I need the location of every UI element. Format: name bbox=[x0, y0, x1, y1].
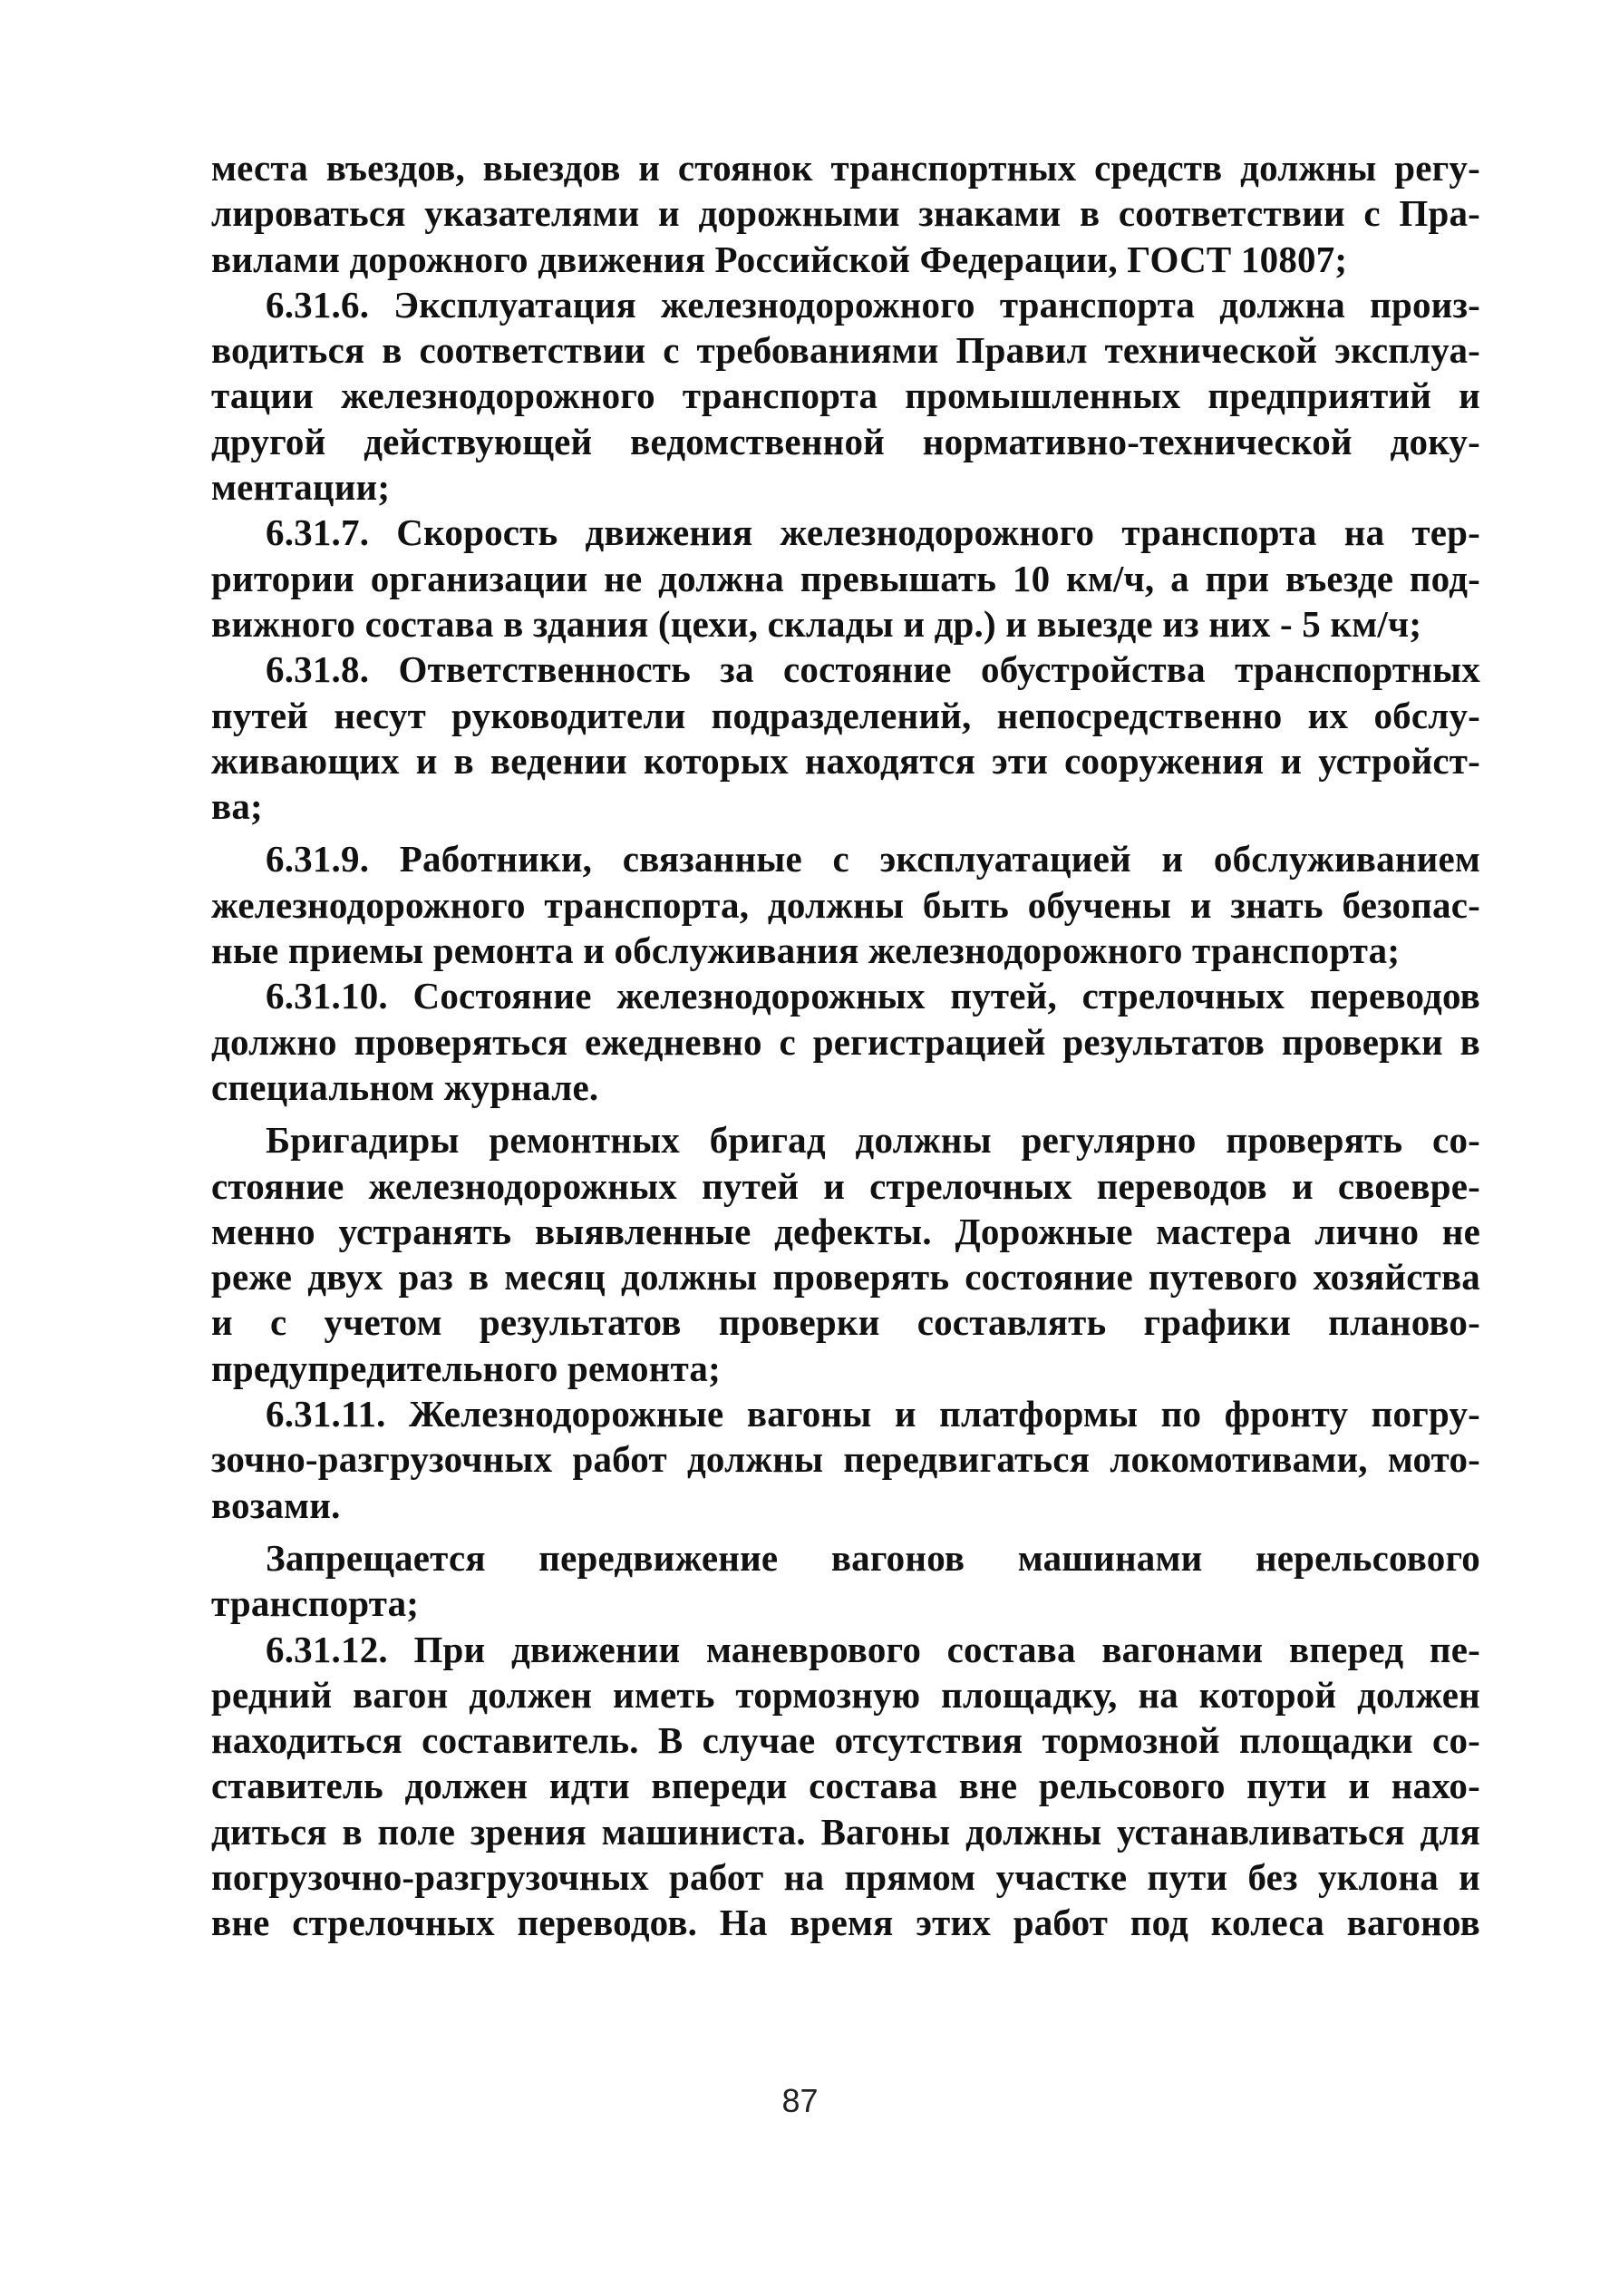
text-line: места въездов, выездов и стоянок транспортных средств должны регу- bbox=[211, 147, 1480, 189]
text-line: тации железнодорожного транспорта промышленных предприятий и bbox=[211, 375, 1480, 417]
text-line: возами. bbox=[211, 1484, 341, 1526]
text-line: 6.31.6. Эксплуатация железнодорожного транспорта должна произ- bbox=[266, 283, 1480, 326]
text-line: 6.31.11. Железнодорожные вагоны и платформы по фронту погру- bbox=[266, 1393, 1480, 1435]
text-line: ные приемы ремонта и обслуживания железнодорожного транспорта; bbox=[211, 929, 1401, 972]
text-line: менно устранять выявленные дефекты. Дорожные мастера лично не bbox=[211, 1210, 1480, 1252]
text-line: 6.31.12. При движении маневрового состава вагонами вперед пе- bbox=[266, 1628, 1480, 1670]
text-line: 6.31.8. Ответственность за состояние обустройства транспортных bbox=[266, 648, 1480, 691]
text-line: лироваться указателями и дорожными знаками в соответствии с Пра- bbox=[211, 192, 1480, 235]
text-line: реже двух раз в месяц должны проверять состояние путевого хозяйства bbox=[211, 1256, 1480, 1299]
text-line: железнодорожного транспорта, должны быть обучены и знать безопас- bbox=[211, 883, 1480, 926]
page-number: 87 bbox=[781, 2082, 819, 2119]
text-line: и с учетом результатов проверки составлять графики планово- bbox=[211, 1301, 1480, 1344]
text-line: живающих и в ведении которых находятся эти сооружения и устройст- bbox=[211, 739, 1480, 782]
text-line: Бригадиры ремонтных бригад должны регулярно проверять со- bbox=[266, 1119, 1480, 1162]
text-line: диться в поле зрения машиниста. Вагоны должны устанавливаться для bbox=[211, 1810, 1480, 1853]
text-line: находиться составитель. В случае отсутствия тормозной площадки со- bbox=[211, 1719, 1480, 1762]
text-line: Запрещается передвижение вагонов машинами нерельсового bbox=[266, 1536, 1480, 1579]
text-line: транспорта; bbox=[211, 1582, 420, 1625]
text-line: путей несут руководители подразделений, непосредственно их обслу- bbox=[211, 694, 1480, 736]
text-line: 6.31.7. Скорость движения железнодорожного транспорта на тер- bbox=[266, 511, 1480, 554]
text-line: должно проверяться ежедневно с регистрацией результатов проверки в bbox=[211, 1020, 1480, 1063]
text-line: ритории организации не должна превышать 10 км/ч, а при въезде под- bbox=[211, 557, 1480, 599]
text-line: редний вагон должен иметь тормозную площадку, на которой должен bbox=[211, 1673, 1480, 1716]
text-line: ва; bbox=[211, 785, 263, 828]
text-line: стояние железнодорожных путей и стрелочных переводов и своевре- bbox=[211, 1164, 1480, 1207]
document-body bbox=[211, 145, 1480, 1946]
text-line: предупредительного ремонта; bbox=[211, 1347, 721, 1389]
text-line: зочно-разгрузочных работ должны передвигаться локомотивами, мото- bbox=[211, 1438, 1480, 1481]
text-line: 6.31.10. Состояние железнодорожных путей, стрелочных переводов bbox=[266, 975, 1480, 1017]
text-line: вижного состава в здания (цехи, склады и др.) и выезде из них - 5 км/ч; bbox=[211, 602, 1422, 645]
text-line: ставитель должен идти впереди состава вне рельсового пути и нахо- bbox=[211, 1765, 1480, 1807]
text-line: погрузочно-разгрузочных работ на прямом участке пути без уклона и bbox=[211, 1855, 1480, 1898]
text-line: специальном журнале. bbox=[211, 1065, 599, 1108]
text-line: вилами дорожного движения Российской Федерации, ГОСТ 10807; bbox=[211, 238, 1348, 280]
text-line: ментации; bbox=[211, 466, 391, 509]
text-line: 6.31.9. Работники, связанные с эксплуатацией и обслуживанием bbox=[266, 838, 1480, 880]
text-line: вне стрелочных переводов. На время этих работ под колеса вагонов bbox=[211, 1902, 1480, 1944]
text-line: другой действующей ведомственной нормативно-технической доку- bbox=[211, 420, 1480, 462]
text-line: водиться в соответствии с требованиями Правил технической эксплуа- bbox=[211, 329, 1480, 372]
